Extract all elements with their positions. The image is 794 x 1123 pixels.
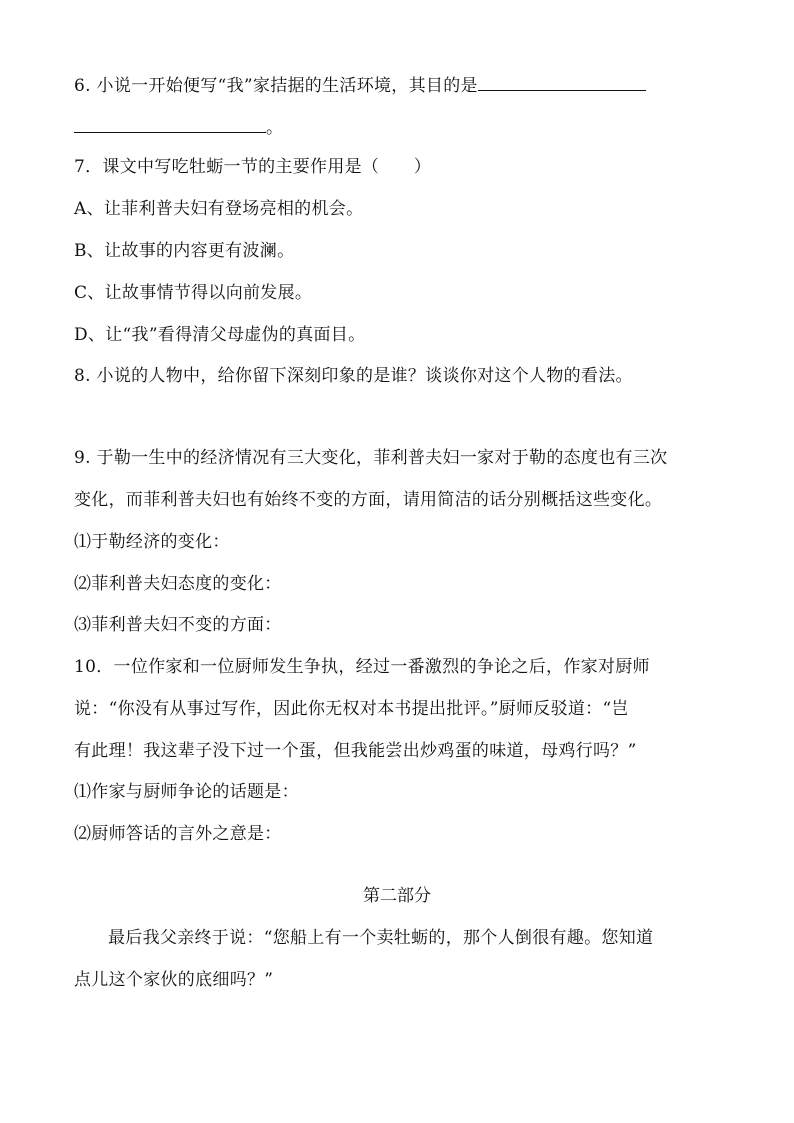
passage-line-1: 最后我父亲终于说：“您船上有一个卖牡蛎的，那个人倒很有趣。您知道 <box>108 928 654 948</box>
answer-blank-6b[interactable] <box>74 114 266 133</box>
question-6-text: 6. 小说一开始便写“我”家拮据的生活环境，其目的是 <box>74 76 478 96</box>
question-6 <box>74 72 646 98</box>
question-7: 7．课文中写吃牡蛎一节的主要作用是（ ） <box>74 157 432 177</box>
question-10-line-3: 有此理！我这辈子没下过一个蛋，但我能尝出炒鸡蛋的味道，母鸡行吗？” <box>74 741 637 761</box>
question-9-sub-2: ⑵菲利普夫妇态度的变化： <box>74 574 282 594</box>
option-d[interactable]: D、让“我”看得清父母虚伪的真面目。 <box>74 325 366 345</box>
option-b[interactable]: B、让故事的内容更有波澜。 <box>74 241 295 261</box>
question-8: 8. 小说的人物中，给你留下深刻印象的是谁？谈谈你对这个人物的看法。 <box>74 366 633 386</box>
option-c[interactable]: C、让故事情节得以向前发展。 <box>74 283 313 303</box>
question-6-end: 。 <box>266 118 284 138</box>
section-heading: 第二部分 <box>363 886 431 906</box>
passage-line-2: 点儿这个家伙的底细吗？” <box>74 970 274 990</box>
answer-blank-6a[interactable] <box>478 72 646 91</box>
question-10-sub-2: ⑵厨师答话的言外之意是： <box>74 824 282 844</box>
question-10-line-2: 说：“你没有从事过写作，因此你无权对本书提出批评。”厨师反驳道：“岂 <box>74 699 629 719</box>
question-9-line-1: 9. 于勒一生中的经济情况有三大变化，菲利普夫妇一家对于勒的态度也有三次 <box>74 448 668 468</box>
question-6-continuation <box>74 114 283 140</box>
question-9-sub-1: ⑴于勒经济的变化： <box>74 532 230 552</box>
question-10-line-1: 10．一位作家和一位厨师发生争执，经过一番激烈的争论之后，作家对厨师 <box>74 657 650 677</box>
question-9-sub-3: ⑶菲利普夫妇不变的方面： <box>74 615 282 635</box>
question-9-line-2: 变化，而菲利普夫妇也有始终不变的方面，请用简洁的话分别概括这些变化。 <box>74 490 663 510</box>
question-10-sub-1: ⑴作家与厨师争论的话题是： <box>74 782 299 802</box>
option-a[interactable]: A、让菲利普夫妇有登场亮相的机会。 <box>74 199 364 219</box>
